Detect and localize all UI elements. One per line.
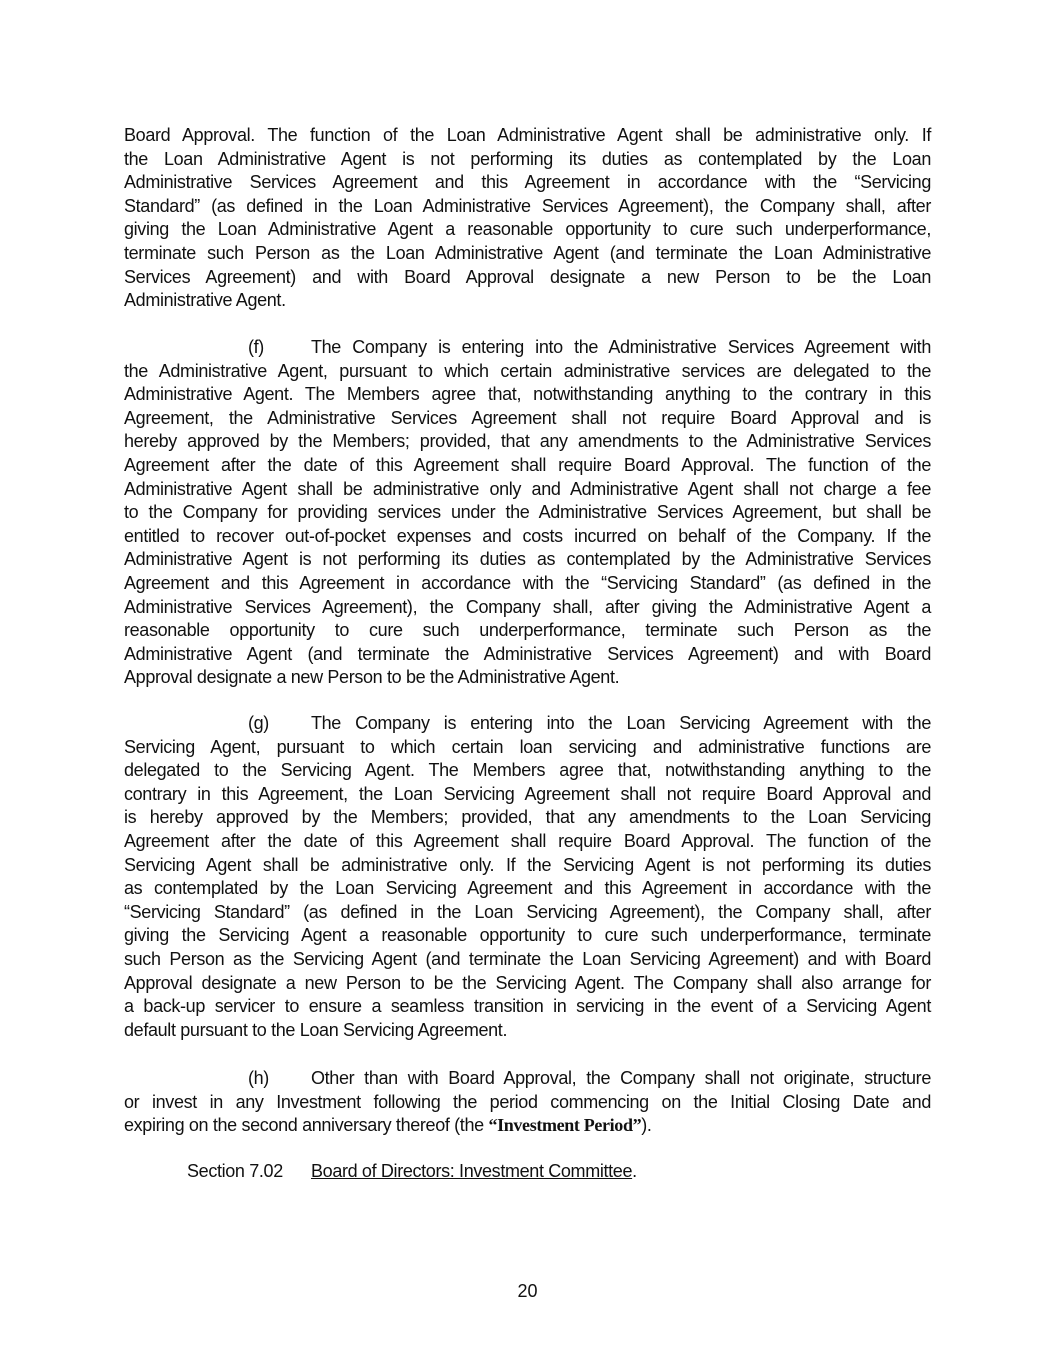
text-line: Administrative Agent shall be administrative only and Administrative Agent shall not charge a fee xyxy=(124,478,931,499)
text-line: a back-up servicer to ensure a seamless transition in servicing in the event of a Servicing Agent xyxy=(124,996,931,1017)
text-fragment: expiring on the second anniversary thereof (the xyxy=(124,1115,489,1136)
paragraph-f xyxy=(124,336,931,690)
text-line: Administrative Services Agreement and this Agreement in accordance with the “Servicing xyxy=(124,172,931,193)
text-line: Approval designate a new Person to be the Administrative Agent. xyxy=(124,667,620,688)
text-fragment: ). xyxy=(641,1115,652,1136)
paragraph-e-continuation xyxy=(124,124,931,313)
text-line: is hereby approved by the Members; provided, that any amendments to the Loan Servicing xyxy=(124,807,931,828)
text-line: Other than with Board Approval, the Company shall not originate, structure xyxy=(311,1068,931,1088)
text-line: terminate such Person as the Loan Administrative Agent (and terminate the Loan Administrative xyxy=(124,242,931,263)
text-line: hereby approved by the Members; provided, that any amendments to the Administrative Services xyxy=(124,431,931,452)
text-line: giving the Servicing Agent a reasonable opportunity to cure such underperformance, terminate xyxy=(124,925,931,946)
text-line: Administrative Agent (and terminate the Administrative Services Agreement) and with Board xyxy=(124,643,931,664)
paragraph-label: (h) xyxy=(248,1068,269,1088)
text-line: The Company is entering into the Administrative Services Agreement with xyxy=(311,337,931,357)
paragraph-first-line xyxy=(124,1067,931,1091)
section-heading xyxy=(187,1160,637,1184)
text-line: delegated to the Servicing Agent. The Members agree that, notwithstanding anything to the xyxy=(124,760,931,781)
section-title: Board of Directors: Investment Committee xyxy=(311,1161,633,1181)
text-line xyxy=(124,1114,931,1138)
paragraph-label: (f) xyxy=(248,337,264,357)
text-line: contrary in this Agreement, the Loan Servicing Agreement shall not require Board Approval and xyxy=(124,783,931,804)
text-line: such Person as the Servicing Agent (and terminate the Loan Servicing Agreement) and with Board xyxy=(124,948,931,969)
section-number: Section 7.02 xyxy=(187,1161,283,1181)
text-line: as contemplated by the Loan Servicing Agreement and this Agreement in accordance with the xyxy=(124,878,931,899)
text-line: Agreement, the Administrative Services Agreement shall not require Board Approval and is xyxy=(124,407,931,428)
text-line: Agreement and this Agreement in accordance with the “Servicing Standard” (as defined in the xyxy=(124,572,931,593)
text-line: giving the Loan Administrative Agent a reasonable opportunity to cure such underperformance, xyxy=(124,219,931,240)
text-line: Administrative Agent is not performing its duties as contemplated by the Administrative Services xyxy=(124,549,931,570)
paragraph-label: (g) xyxy=(248,713,269,733)
defined-term: “Investment Period” xyxy=(488,1115,642,1136)
text-line: reasonable opportunity to cure such underperformance, terminate such Person as the xyxy=(124,620,931,641)
text-line: The Company is entering into the Loan Servicing Agreement with the xyxy=(311,713,931,733)
text-line: Services Agreement) and with Board Approval designate a new Person to be the Loan xyxy=(124,266,931,287)
text-line: Administrative Agent. xyxy=(124,290,286,311)
section-trailing-period: . xyxy=(632,1161,637,1181)
text-line: entitled to recover out-of-pocket expenses and costs incurred on behalf of the Company. If the xyxy=(124,525,931,546)
text-line: or invest in any Investment following the period commencing on the Initial Closing Date and xyxy=(124,1091,931,1112)
text-line: the Loan Administrative Agent is not performing its duties as contemplated by the Loan xyxy=(124,148,931,169)
text-line: to the Company for providing services under the Administrative Services Agreement, but shall be xyxy=(124,502,931,523)
paragraph-g xyxy=(124,712,931,1042)
page-number: 20 xyxy=(517,1281,538,1301)
text-line: default pursuant to the Loan Servicing Agreement. xyxy=(124,1019,508,1040)
text-line: Board Approval. The function of the Loan Administrative Agent shall be administrative only. If xyxy=(124,125,931,145)
paragraph-h xyxy=(124,1067,931,1138)
text-line: Agreement after the date of this Agreement shall require Board Approval. The function of the xyxy=(124,830,931,851)
paragraph-first-line xyxy=(124,336,931,360)
text-line: Approval designate a new Person to be the Servicing Agent. The Company shall also arrange for xyxy=(124,972,931,993)
text-line: “Servicing Standard” (as defined in the Loan Servicing Agreement), the Company shall, after xyxy=(124,901,931,922)
text-line: Administrative Services Agreement), the Company shall, after giving the Administrative Agent a xyxy=(124,596,931,617)
text-line: Administrative Agent. The Members agree that, notwithstanding anything to the contrary in this xyxy=(124,384,931,405)
text-line: Agreement after the date of this Agreement shall require Board Approval. The function of the xyxy=(124,454,931,475)
text-line: Servicing Agent shall be administrative only. If the Servicing Agent is not performing its duties xyxy=(124,854,931,875)
text-line: Servicing Agent, pursuant to which certain loan servicing and administrative functions are xyxy=(124,736,931,757)
text-line: the Administrative Agent, pursuant to which certain administrative services are delegated to the xyxy=(124,360,931,381)
text-line: Standard” (as defined in the Loan Administrative Services Agreement), the Company shall, after xyxy=(124,195,931,216)
paragraph-first-line xyxy=(124,712,931,736)
